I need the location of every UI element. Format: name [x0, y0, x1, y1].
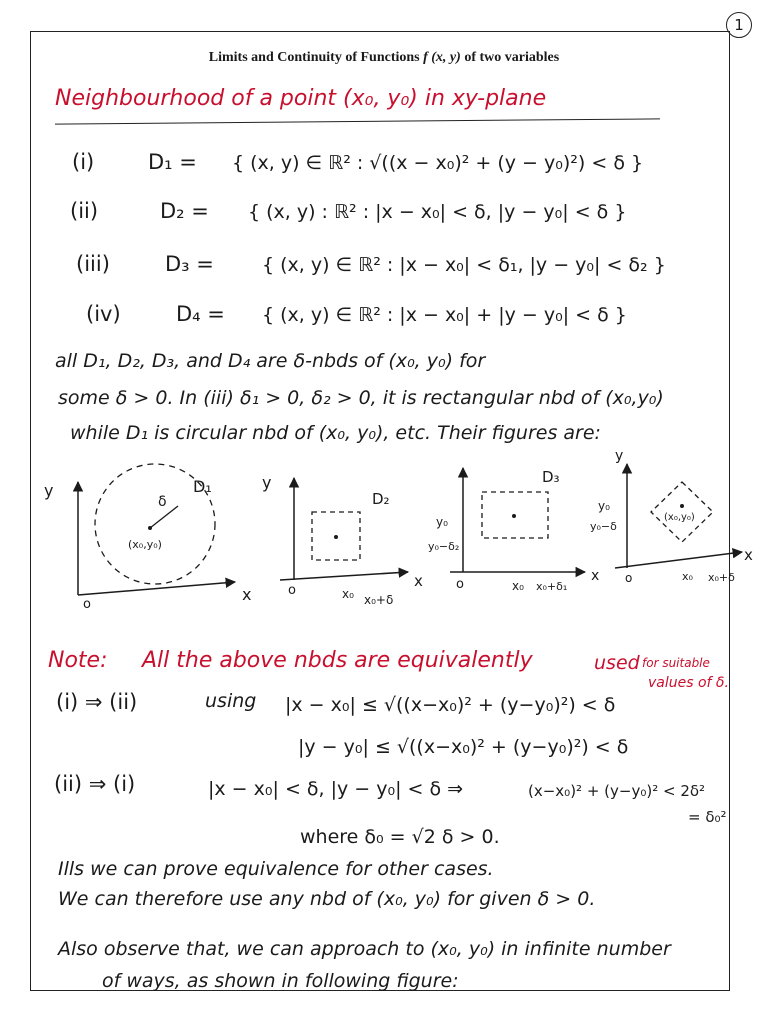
- implication-2-result: (x−x₀)² + (y−y₀)² < 2δ²: [528, 782, 706, 800]
- definition-body-4: { (x, y) ∈ ℝ² : |x − x₀| + |y − y₀| < δ }: [262, 304, 627, 326]
- d2-name: D₂: [372, 490, 390, 508]
- d4-y0: y₀: [598, 499, 610, 513]
- paragraph-2-line-1: Ills we can prove equivalence for other cases.: [58, 858, 494, 880]
- d4-x0: x₀: [682, 570, 693, 583]
- neighbourhood-figures: [30, 440, 768, 630]
- implication-1-line-2: |y − y₀| ≤ √((x−x₀)² + (y−y₀)²) < δ: [298, 736, 629, 758]
- d1-origin: o: [83, 597, 91, 612]
- implication-2-condition: |x − x₀| < δ, |y − y₀| < δ ⇒: [208, 778, 464, 800]
- definition-body-1: { (x, y) ∈ ℝ² : √((x − x₀)² + (y − y₀)²) < δ }: [232, 152, 644, 174]
- d3-x-label: x: [591, 568, 600, 584]
- paragraph-2-line-4: of ways, as shown in following figure:: [102, 970, 459, 992]
- d3-center-point: [512, 514, 516, 518]
- figure-d2: [262, 473, 423, 607]
- d1-name: D₁: [193, 477, 212, 496]
- d4-y-label: y: [615, 448, 624, 464]
- note-small-2: values of δ.: [648, 675, 729, 691]
- page-number: 1: [726, 12, 752, 38]
- d2-x-label: x: [414, 572, 423, 590]
- d1-delta: δ: [158, 494, 167, 510]
- page-title: [0, 50, 768, 66]
- note-small-1: for suitable: [642, 656, 710, 670]
- d2-x-axis: [280, 572, 408, 580]
- d2-origin: o: [288, 583, 296, 598]
- figure-d3: [428, 468, 599, 593]
- figure-d4: [590, 448, 753, 585]
- paragraph-1-line-2: some δ > 0. In (iii) δ₁ > 0, δ₂ > 0, it is rectangular nbd of (x₀,y₀): [58, 387, 664, 409]
- definition-body-2: { (x, y) : ℝ² : |x − x₀| < δ, |y − y₀| < δ }: [248, 201, 627, 223]
- definition-label-2: (ii): [70, 199, 99, 223]
- implication-1-using: using: [205, 690, 257, 712]
- d4-center-point: [680, 504, 684, 508]
- definition-name-1: D₁ =: [148, 150, 197, 174]
- definition-name-4: D₄ =: [176, 302, 225, 326]
- d3-origin: o: [456, 577, 464, 592]
- d3-y0-minus-delta2: y₀−δ₂: [428, 540, 460, 553]
- d4-x-axis: [615, 552, 742, 568]
- d1-y-label: y: [44, 481, 54, 500]
- d1-center-label: (x₀,y₀): [128, 538, 162, 551]
- d2-x0: x₀: [342, 587, 354, 601]
- d3-x0: x₀: [512, 579, 524, 593]
- implication-2-label: (ii) ⇒ (i): [54, 772, 136, 796]
- d4-center-label: (x₀,y₀): [664, 512, 695, 523]
- title-prefix: Limits and Continuity of Functions: [208, 50, 424, 65]
- note-label: Note:: [48, 648, 108, 673]
- paragraph-2-line-2: We can therefore use any nbd of (x₀, y₀) for given δ > 0.: [58, 888, 596, 910]
- d2-x0-plus-delta: x₀+δ: [364, 593, 394, 607]
- definition-name-2: D₂ =: [160, 199, 209, 223]
- definition-name-3: D₃ =: [165, 252, 214, 276]
- definition-label-3: (iii): [76, 252, 110, 276]
- d2-y-label: y: [262, 473, 272, 492]
- paragraph-1-line-1: all D₁, D₂, D₃, and D₄ are δ-nbds of (x₀, y₀) for: [55, 350, 486, 372]
- d4-x0-plus-delta: x₀+δ: [708, 571, 735, 584]
- definition-label-4: (iv): [86, 302, 121, 326]
- title-suffix: of two variables: [460, 50, 560, 65]
- d4-origin: o: [625, 571, 633, 585]
- d4-x-label: x: [744, 546, 753, 564]
- d4-y0-minus-delta: y₀−δ: [590, 520, 617, 533]
- implication-1-line-1: |x − x₀| ≤ √((x−x₀)² + (y−y₀)²) < δ: [285, 694, 616, 716]
- title-function: f (x, y): [423, 50, 461, 65]
- d1-x-label: x: [242, 585, 252, 604]
- paragraph-2-line-3: Also observe that, we can approach to (x₀, y₀) in infinite number: [58, 938, 671, 960]
- section-heading: Neighbourhood of a point (x₀, y₀) in xy-plane: [55, 86, 547, 111]
- paragraph-1-line-3: while D₁ is circular nbd of (x₀, y₀), etc. Their figures are:: [70, 422, 601, 444]
- definition-label-1: (i): [72, 150, 95, 174]
- d2-center-point: [334, 535, 338, 539]
- implication-2-result-line-2: = δ₀²: [688, 808, 727, 826]
- d1-center-point: [148, 526, 152, 530]
- note-used: used: [594, 652, 640, 674]
- note-text: All the above nbds are equivalently: [142, 648, 533, 673]
- implication-2-where: where δ₀ = √2 δ > 0.: [300, 826, 500, 848]
- figure-d1: [44, 464, 251, 612]
- definition-body-3: { (x, y) ∈ ℝ² : |x − x₀| < δ₁, |y − y₀| < δ₂ }: [262, 254, 666, 276]
- d3-y0: y₀: [436, 515, 448, 529]
- implication-1-label: (i) ⇒ (ii): [56, 690, 138, 714]
- d3-name: D₃: [542, 468, 560, 486]
- d3-x0-plus-delta1: x₀+δ₁: [536, 580, 568, 593]
